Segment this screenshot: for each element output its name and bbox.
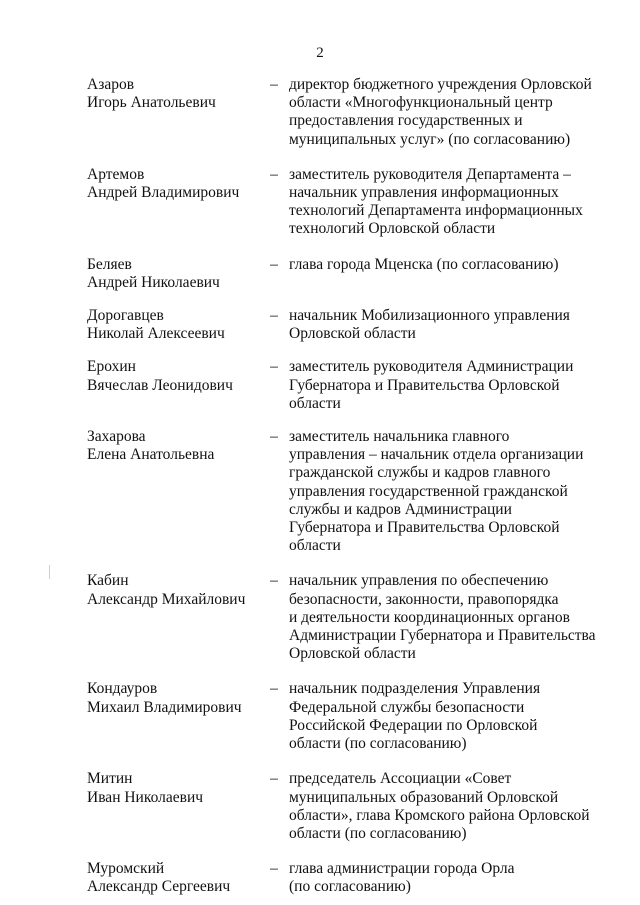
given-name: Андрей Владимирович [87,184,240,202]
given-name: Михаил Владимирович [87,698,242,716]
member-position [289,572,597,663]
list-item [87,307,597,343]
position-line: Губернатора и Правительства Орловской [289,376,560,394]
position-line: технологий Орловской области [289,220,496,238]
member-name [87,680,259,716]
surname: Азаров [87,76,135,93]
surname: Кабин [87,572,129,590]
dash-separator: – [270,358,278,376]
position-line: Федеральной службы безопасности [289,698,525,716]
dash-separator: – [270,76,278,93]
surname: Ерохин [87,358,136,376]
given-name: Андрей Николаевич [87,273,220,291]
list-item [87,428,597,555]
position-line: (по согласованию) [289,878,411,896]
surname: Беляев [87,255,132,273]
member-position [289,166,597,239]
margin-mark [49,565,50,579]
member-position [289,770,597,843]
position-line: председатель Ассоциации «Совет [289,770,512,788]
list-item [87,680,597,753]
position-line: предоставления государственных и [289,112,523,130]
page-number: 2 [316,45,324,61]
position-line: области», глава Кромского района Орловской [289,806,590,824]
member-name [87,358,259,394]
position-line: заместитель руководителя Департамента – [289,165,571,183]
list-item [87,572,597,663]
surname: Артемов [87,165,145,183]
position-line: области «Многофункциональный центр [289,94,553,112]
position-line: гражданской службы и кадров главного [289,464,551,482]
member-position [289,76,597,149]
list-item [87,770,597,843]
member-name [87,166,259,202]
given-name: Николай Алексеевич [87,325,225,343]
member-list [87,76,597,897]
position-line: директор бюджетного учреждения Орловской [289,76,592,93]
dash-separator: – [270,428,278,446]
member-name [87,572,259,608]
given-name: Елена Анатольевна [87,446,215,464]
member-position [289,860,597,896]
position-line: Орловской области [289,325,416,343]
position-line: глава города Мценска (по согласованию) [289,255,559,273]
surname: Дорогавцев [87,307,164,325]
member-name [87,428,259,464]
dash-separator: – [270,255,278,273]
position-line: заместитель начальника главного [289,428,510,446]
surname: Митин [87,770,133,788]
position-line: безопасности, законности, правопорядка [289,590,559,608]
position-line: Губернатора и Правительства Орловской [289,519,560,537]
surname: Муромский [87,860,165,878]
dash-separator: – [270,165,278,183]
position-line: Администрации Губернатора и Правительства [289,627,596,645]
dash-separator: – [270,572,278,590]
surname: Захарова [87,428,146,446]
dash-separator: – [270,770,278,788]
list-item [87,256,597,292]
position-line: технологий Департамента информационных [289,202,583,220]
position-line: Орловской области [289,645,416,663]
position-line: службы и кадров Администрации [289,500,512,518]
given-name: Александр Сергеевич [87,878,231,896]
member-name [87,307,259,343]
member-position [289,358,597,413]
dash-separator: – [270,307,278,325]
given-name: Вячеслав Леонидович [87,376,233,394]
position-line: управления – начальник отдела организации [289,446,584,464]
position-line: и деятельности координационных органов [289,608,570,626]
list-item [87,76,597,149]
given-name: Игорь Анатольевич [87,94,216,112]
dash-separator: – [270,680,278,698]
member-position [289,307,597,343]
member-name [87,770,259,806]
position-line: начальник подразделения Управления [289,680,541,698]
position-line: заместитель руководителя Администрации [289,358,574,376]
position-line: управления государственной гражданской [289,482,568,500]
given-name: Александр Михайлович [87,590,246,608]
list-item [87,860,597,896]
position-line: области [289,537,341,555]
member-position [289,428,597,555]
position-line: области (по согласованию) [289,824,467,842]
member-name [87,256,259,292]
member-position [289,256,597,274]
member-position [289,680,597,753]
position-line: муниципальных услуг» (по согласованию) [289,130,571,148]
position-line: начальник управления по обеспечению [289,572,549,590]
surname: Кондауров [87,680,158,698]
list-item [87,166,597,239]
position-line: Российской Федерации по Орловской [289,716,538,734]
position-line: начальник Мобилизационного управления [289,307,570,325]
given-name: Иван Николаевич [87,788,204,806]
dash-separator: – [270,860,278,878]
position-line: муниципальных образований Орловской [289,788,559,806]
position-line: области [289,394,341,412]
position-line: глава администрации города Орла [289,860,515,878]
list-item [87,358,597,413]
position-line: области (по согласованию) [289,735,467,753]
position-line: начальник управления информационных [289,184,559,202]
member-name [87,860,259,896]
member-name [87,76,259,112]
